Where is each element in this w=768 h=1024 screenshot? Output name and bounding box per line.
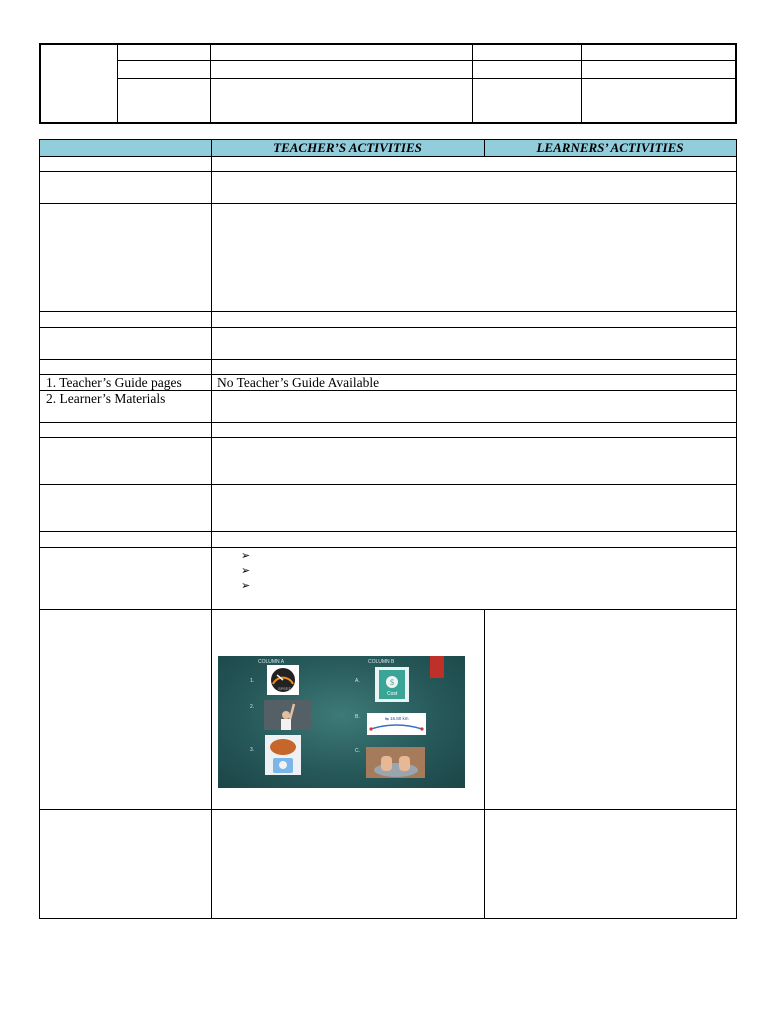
cost-word: Cost bbox=[387, 691, 398, 697]
main-table-label-col bbox=[211, 139, 212, 919]
learner-materials-label: 2. Learner’s Materials bbox=[46, 391, 166, 406]
accent-bookmark bbox=[430, 656, 444, 678]
arrow-bullet-icon: ➢ bbox=[241, 550, 251, 562]
main-table-activity-split bbox=[484, 610, 485, 919]
top-table-col-4 bbox=[581, 43, 582, 124]
bathroom-scale-icon bbox=[366, 747, 425, 778]
item-letter: C. bbox=[355, 748, 360, 754]
main-row-line bbox=[39, 359, 737, 360]
main-row-line bbox=[39, 171, 737, 172]
main-row-line bbox=[39, 422, 737, 423]
main-row-line bbox=[39, 484, 737, 485]
top-table-border-left bbox=[39, 43, 41, 124]
top-table-border-bottom bbox=[39, 122, 737, 124]
teacher-guide-label: 1. Teacher’s Guide pages bbox=[46, 375, 182, 390]
top-table-border-right bbox=[735, 43, 737, 124]
item-letter: A. bbox=[355, 678, 360, 684]
item-number: 2. bbox=[250, 704, 255, 710]
teacher-activities-header: TEACHER’S ACTIVITIES bbox=[273, 140, 422, 155]
top-table-col-3 bbox=[472, 43, 473, 124]
main-table-header-split bbox=[484, 139, 485, 156]
speed-word: SPEED bbox=[278, 686, 292, 691]
main-row-line bbox=[39, 531, 737, 532]
matching-activity-slide bbox=[218, 656, 465, 788]
top-table-border-top bbox=[39, 43, 737, 45]
money-bag-icon bbox=[375, 667, 409, 702]
item-number: 1. bbox=[250, 678, 255, 684]
top-table-row-2 bbox=[117, 78, 736, 79]
arrow-bullet-icon: ➢ bbox=[241, 580, 251, 592]
distance-map-icon bbox=[367, 713, 426, 735]
main-row-line bbox=[39, 311, 737, 312]
arrow-bullet-icon: ➢ bbox=[241, 565, 251, 577]
roast-chicken-on-scale-icon bbox=[265, 735, 301, 775]
top-table-col-1 bbox=[117, 43, 118, 124]
learner-activities-header: LEARNERS’ ACTIVITIES bbox=[536, 140, 684, 155]
svg-text:$: $ bbox=[390, 678, 394, 687]
speedometer-icon bbox=[267, 665, 299, 695]
teacher-guide-value: No Teacher’s Guide Available bbox=[217, 375, 380, 390]
top-table-row-1 bbox=[117, 60, 736, 61]
main-row-line bbox=[39, 437, 737, 438]
main-table-border-left bbox=[39, 139, 40, 919]
main-row-line bbox=[39, 156, 737, 157]
reaching-person-icon bbox=[264, 700, 311, 730]
main-row-line bbox=[39, 139, 737, 140]
item-number: 3. bbox=[250, 747, 255, 753]
main-table-border-right bbox=[736, 139, 737, 919]
distance-readout: ⇆ 16.80 km bbox=[385, 716, 409, 721]
column-b-label: COLUMN B bbox=[368, 659, 395, 665]
main-row-line bbox=[39, 547, 737, 548]
main-row-line bbox=[39, 609, 737, 610]
main-row-line bbox=[39, 327, 737, 328]
main-row-line bbox=[39, 203, 737, 204]
top-table-col-2 bbox=[210, 43, 211, 124]
column-a-label: COLUMN A bbox=[258, 659, 285, 665]
item-letter: B. bbox=[355, 714, 360, 720]
main-row-line bbox=[39, 809, 737, 810]
main-row-line bbox=[39, 918, 737, 919]
